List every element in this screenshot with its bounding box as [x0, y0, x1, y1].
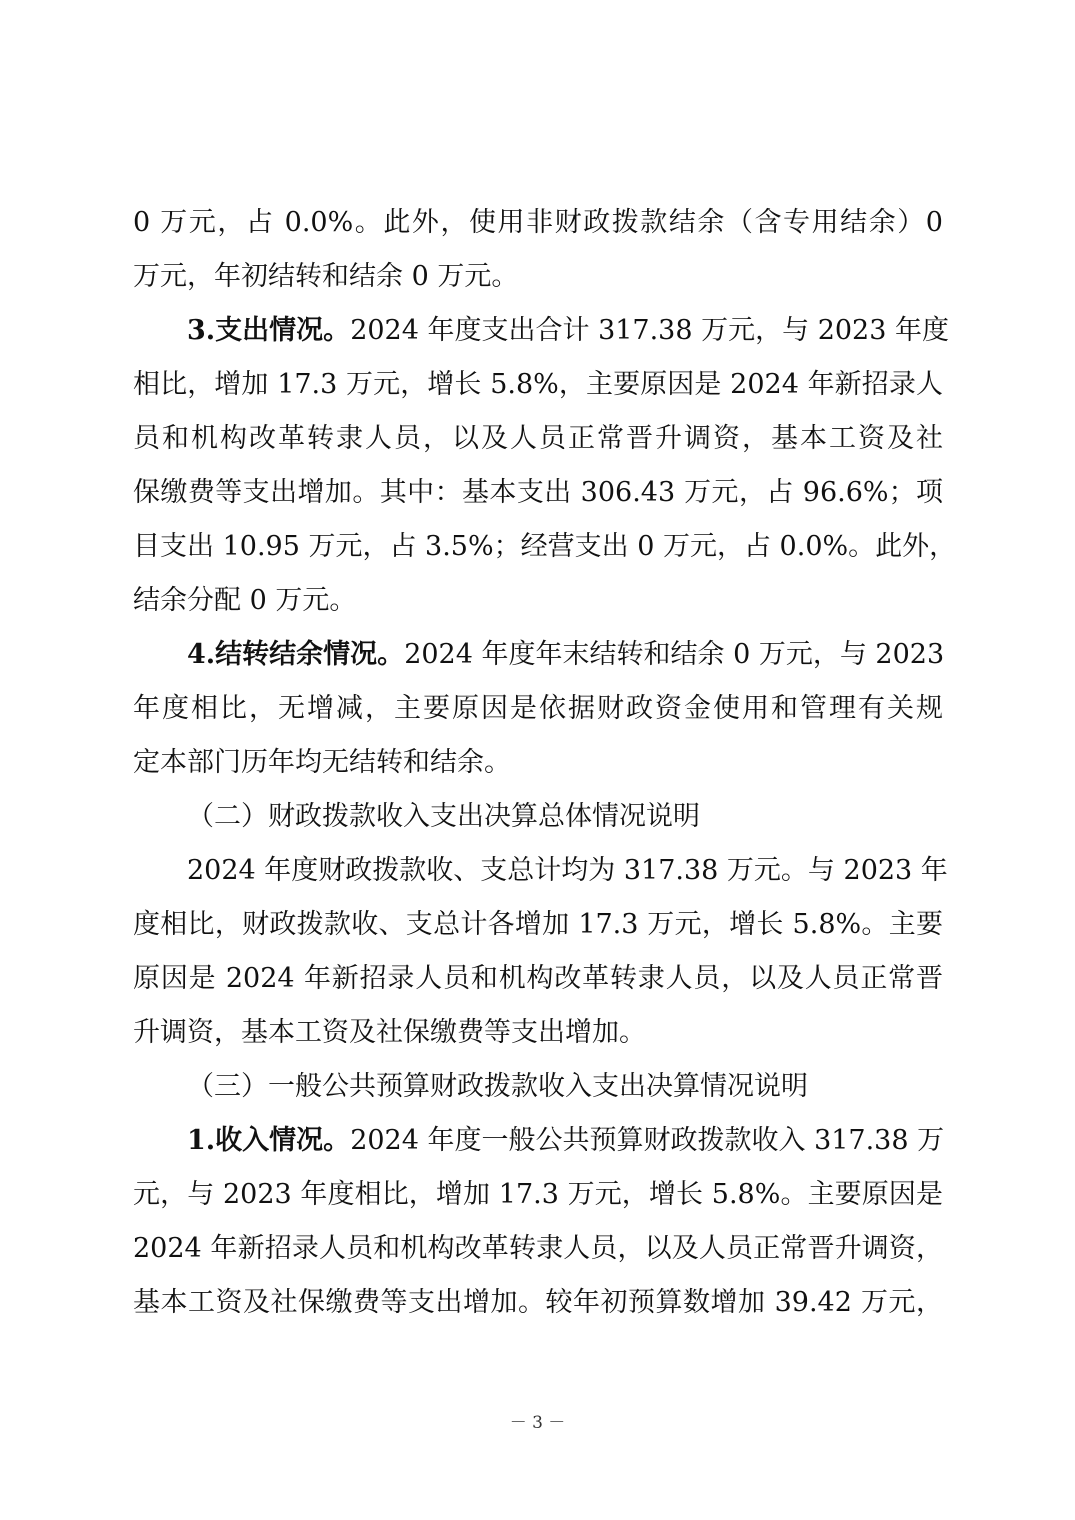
text-line-2: 万元，年初结转和结余 0 万元。 [133, 261, 519, 292]
text-line-6: 保缴费等支出增加。其中：基本支出 306.43 万元，占 96.6%；项 [133, 477, 943, 508]
text-line-19: 元，与 2023 年度相比，增加 17.3 万元，增长 5.8%。主要原因是 [133, 1179, 943, 1210]
text-line-1: 0 万元，占 0.0%。此外，使用非财政拨款结余（含专用结余）0 [133, 207, 943, 238]
text-line-13: 2024 年度财政拨款收、支总计均为 317.38 万元。与 2023 年 [187, 855, 948, 886]
subsection-heading-2: （二）财政拨款收入支出决算总体情况说明 [187, 801, 700, 832]
text-line-14: 度相比，财政拨款收、支总计各增加 17.3 万元，增长 5.8%。主要 [133, 909, 943, 940]
heading-expenditure-label: 3.支出情况。 [187, 315, 351, 346]
text-line-20: 2024 年新招录人员和机构改革转隶人员，以及人员正常晋升调资， [133, 1233, 943, 1264]
text-line-10: 年度相比，无增减，主要原因是依据财政资金使用和管理有关规 [133, 693, 943, 724]
text-line-15: 原因是 2024 年新招录人员和机构改革转隶人员，以及人员正常晋 [133, 963, 943, 994]
text-line-16: 升调资，基本工资及社保缴费等支出增加。 [133, 1017, 646, 1048]
heading-income-label: 1.收入情况。 [187, 1125, 351, 1156]
text-line-21: 基本工资及社保缴费等支出增加。较年初预算数增加 39.42 万元， [133, 1287, 943, 1318]
text-line-7: 目支出 10.95 万元，占 3.5%；经营支出 0 万元，占 0.0%。此外， [133, 531, 957, 562]
page-number: － 3 － [509, 1413, 566, 1433]
subsection-heading-3: （三）一般公共预算财政拨款收入支出决算情况说明 [187, 1071, 808, 1102]
text-line-8: 结余分配 0 万元。 [133, 585, 357, 616]
text-line-5: 员和机构改革转隶人员，以及人员正常晋升调资，基本工资及社 [133, 423, 943, 454]
section-heading-carryover: 4.结转结余情况。2024 年度年末结转和结余 0 万元，与 2023 [187, 639, 945, 670]
text-line-11: 定本部门历年均无结转和结余。 [133, 747, 511, 778]
section-heading-income: 1.收入情况。2024 年度一般公共预算财政拨款收入 317.38 万 [187, 1125, 945, 1156]
heading-carryover-label: 4.结转结余情况。 [187, 639, 405, 670]
text-line-4: 相比，增加 17.3 万元，增长 5.8%，主要原因是 2024 年新招录人 [133, 369, 943, 400]
section-heading-expenditure: 3.支出情况。2024 年度支出合计 317.38 万元，与 2023 年度 [187, 315, 949, 346]
